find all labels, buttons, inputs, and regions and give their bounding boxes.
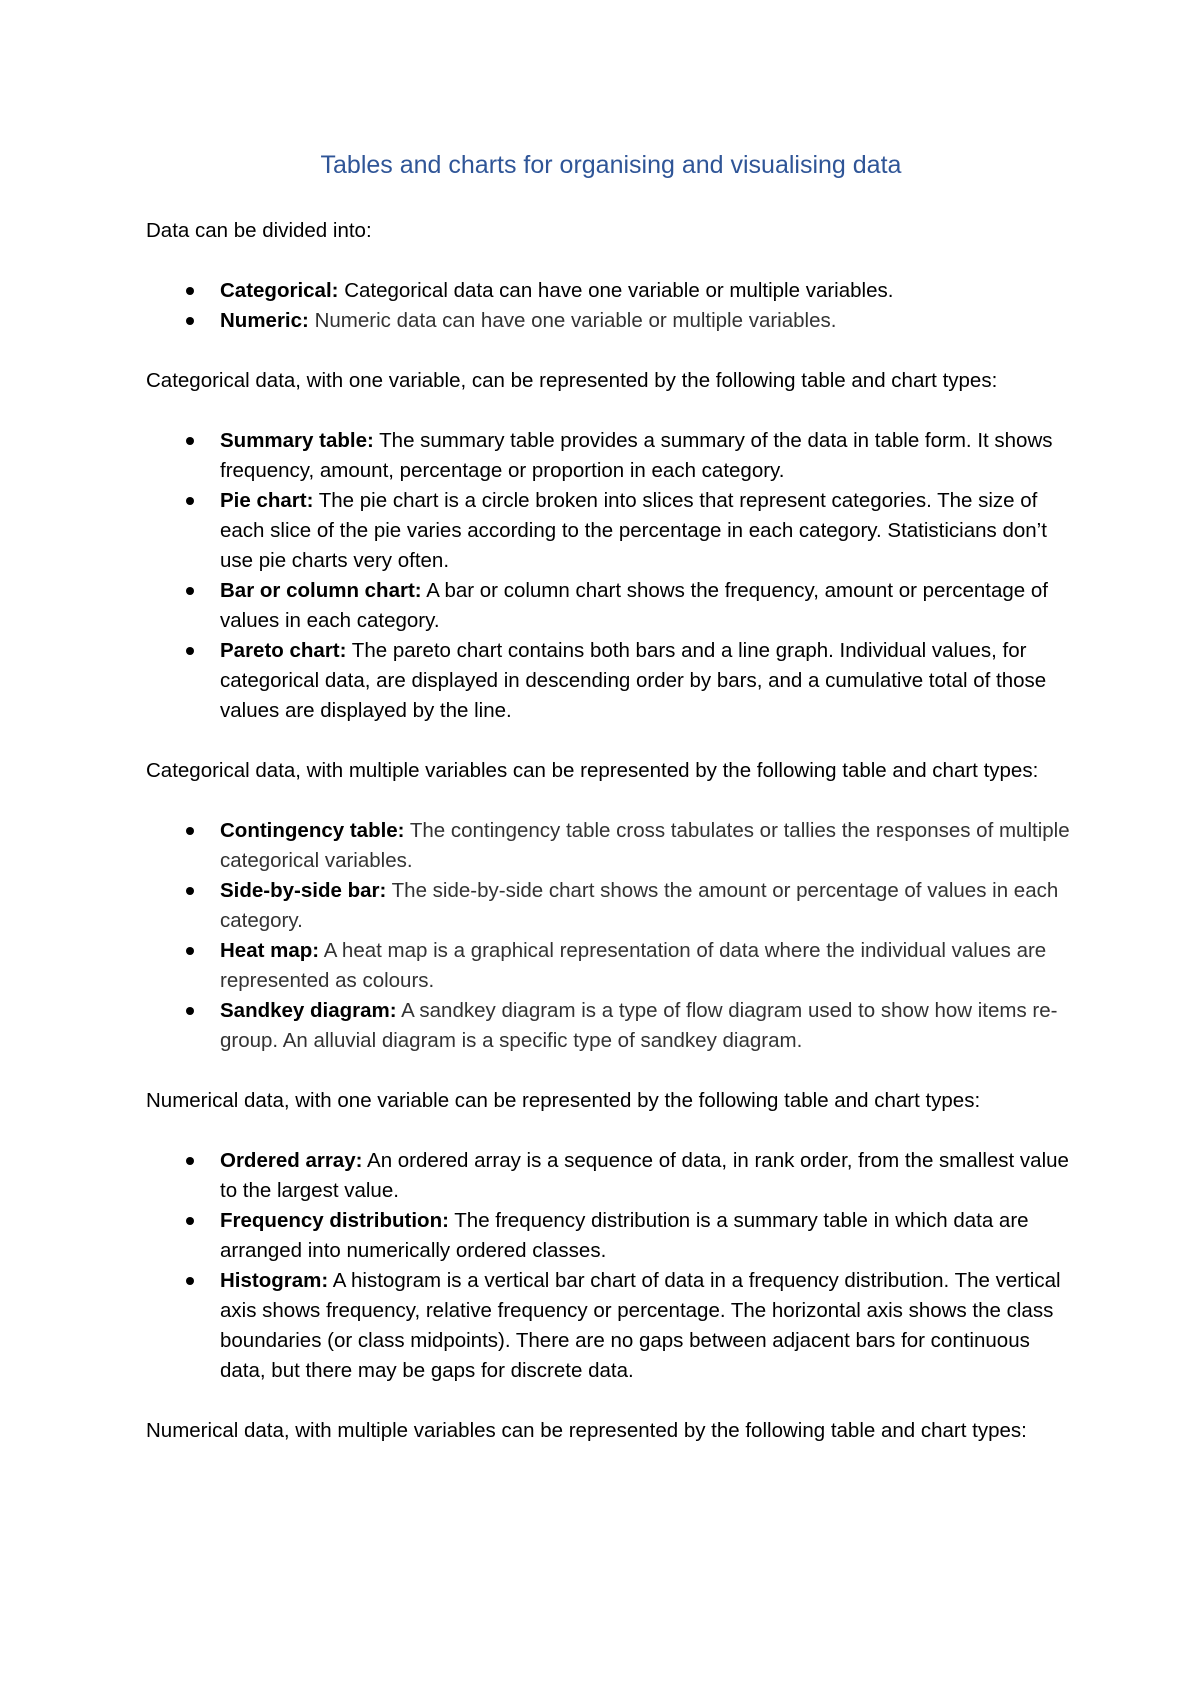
- item-desc: A histogram is a vertical bar chart of data in a frequency distribution. The vertical axis shows frequency, relative frequency or percentage. The horizontal axis shows the class boundaries (or class midpoints). There are no gaps between adjacent bars for continuous data, but there may be gaps for discrete data.: [220, 1269, 1061, 1382]
- item-term: Side-by-side bar:: [220, 879, 387, 902]
- item-desc: A heat map is a graphical representation of data where the individual values are represented as colours.: [220, 939, 1047, 992]
- item-desc: A bar or column chart shows the frequency, amount or percentage of values in each category.: [220, 579, 1048, 632]
- item-desc: Categorical data can have one variable or multiple variables.: [344, 279, 894, 302]
- item-term: Pareto chart:: [220, 639, 347, 662]
- item-desc: The summary table provides a summary of the data in table form. It shows frequency, amount, percentage or proportion in each category.: [220, 429, 1053, 482]
- document-content: [146, 148, 1076, 1476]
- section-heading: Numerical data, with one variable can be represented by the following table and chart types:: [146, 1089, 981, 1112]
- item-desc: A sandkey diagram is a type of flow diagram used to show how items re-group. An alluvial diagram is a specific type of sandkey diagram.: [220, 999, 1058, 1052]
- item-term: Histogram:: [220, 1269, 329, 1292]
- section-list: [146, 816, 1076, 1056]
- list-item: [146, 276, 1076, 306]
- item-term: Frequency distribution:: [220, 1209, 449, 1232]
- item-term: Summary table:: [220, 429, 374, 452]
- section-heading: Categorical data, with multiple variables can be represented by the following table and chart types:: [146, 759, 1039, 782]
- list-item: [146, 1146, 1076, 1206]
- data-types-list: [146, 276, 1076, 336]
- list-item: [146, 1206, 1076, 1266]
- intro-text: Data can be divided into:: [146, 219, 372, 242]
- bullet-icon: [186, 287, 194, 295]
- list-item: [146, 876, 1076, 936]
- item-desc: The pareto chart contains both bars and a line graph. Individual values, for categorical data, are displayed in descending order by bars, and a cumulative total of those values are displayed by the line.: [220, 639, 1047, 722]
- list-item: [146, 1266, 1076, 1386]
- item-term: Heat map:: [220, 939, 320, 962]
- bullet-icon: [186, 947, 194, 955]
- section-list: [146, 1146, 1076, 1386]
- item-desc: The pie chart is a circle broken into slices that represent categories. The size of each slice of the pie varies according to the percentage in each category. Statisticians don’t use pie charts very often.: [220, 489, 1047, 572]
- list-item: [146, 996, 1076, 1056]
- section-heading: Categorical data, with one variable, can be represented by the following table and chart types:: [146, 369, 998, 392]
- item-desc: An ordered array is a sequence of data, in rank order, from the smallest value to the largest value.: [220, 1149, 1069, 1202]
- list-item: [146, 816, 1076, 876]
- bullet-icon: [186, 1157, 194, 1165]
- bullet-icon: [186, 647, 194, 655]
- item-term: Contingency table:: [220, 819, 405, 842]
- item-desc: The side-by-side chart shows the amount or percentage of values in each category.: [220, 879, 1059, 932]
- bullet-icon: [186, 827, 194, 835]
- list-item: [146, 486, 1076, 576]
- item-term: Sandkey diagram:: [220, 999, 397, 1022]
- item-term: Categorical:: [220, 279, 339, 302]
- bullet-icon: [186, 587, 194, 595]
- section-heading: Numerical data, with multiple variables can be represented by the following table and chart types:: [146, 1419, 1027, 1442]
- list-item: [146, 426, 1076, 486]
- section-list: [146, 426, 1076, 726]
- bullet-icon: [186, 317, 194, 325]
- list-item: [146, 636, 1076, 726]
- list-item: [146, 576, 1076, 636]
- list-item: [146, 936, 1076, 996]
- item-term: Ordered array:: [220, 1149, 363, 1172]
- bullet-icon: [186, 497, 194, 505]
- bullet-icon: [186, 1217, 194, 1225]
- item-term: Pie chart:: [220, 489, 314, 512]
- item-term: Numeric:: [220, 309, 309, 332]
- bullet-icon: [186, 1277, 194, 1285]
- item-desc: The contingency table cross tabulates or tallies the responses of multiple categorical variables.: [220, 819, 1070, 872]
- bullet-icon: [186, 887, 194, 895]
- item-desc: Numeric data can have one variable or multiple variables.: [314, 309, 837, 332]
- list-item: [146, 306, 1076, 336]
- page-title: Tables and charts for organising and visualising data: [320, 151, 902, 179]
- bullet-icon: [186, 437, 194, 445]
- bullet-icon: [186, 1007, 194, 1015]
- item-desc: The frequency distribution is a summary table in which data are arranged into numerically ordered classes.: [220, 1209, 1029, 1262]
- item-term: Bar or column chart:: [220, 579, 422, 602]
